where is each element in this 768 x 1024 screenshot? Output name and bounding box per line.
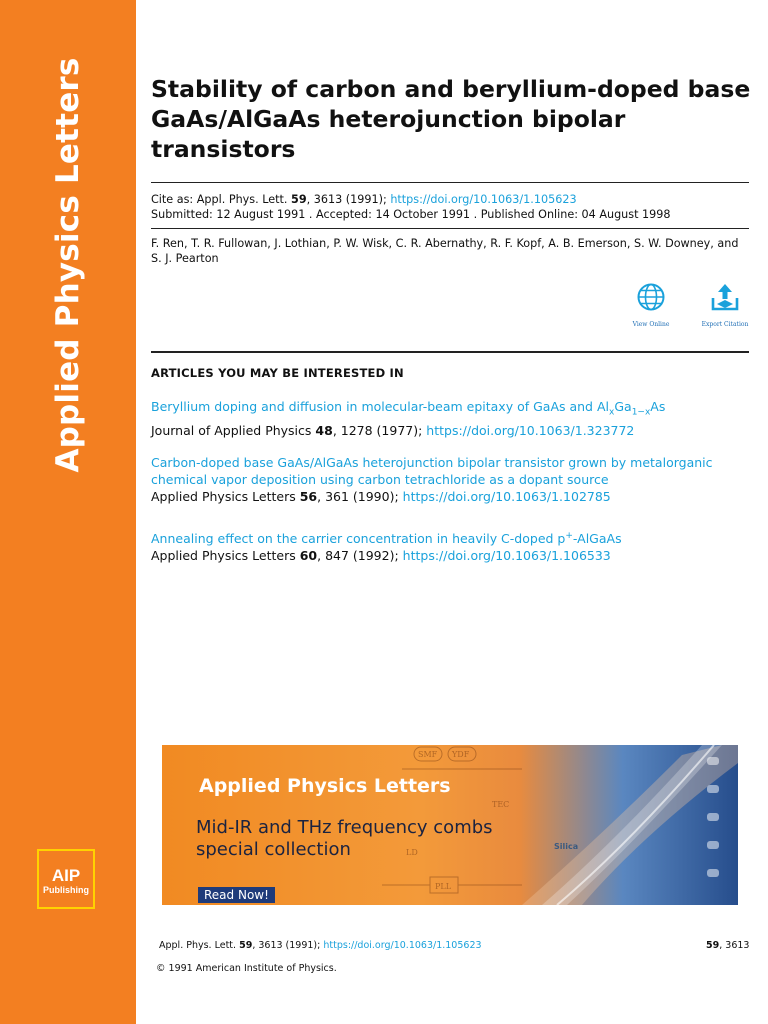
banner-subtitle: Mid-IR and THz frequency combs special collection xyxy=(196,817,493,860)
citation-rest: , 3613 (1991); xyxy=(306,193,387,206)
diagram-label-pll: PLL xyxy=(435,882,452,891)
journal-sidebar xyxy=(0,0,136,1024)
related-article-2 xyxy=(151,454,751,505)
related-article-1-title[interactable]: Beryllium doping and diffusion in molecular-beam epitaxy of GaAs and $Al_xGa_{1-x}As$ xyxy=(151,399,666,418)
related-article-3-title[interactable]: Annealing effect on the carrier concentration in heavily C-doped p+-AlGaAs xyxy=(151,531,622,547)
footer-citation: Appl. Phys. Lett. 59, 3613 (1991); https://doi.org/10.1063/1.105623 xyxy=(159,940,482,951)
author-list: F. Ren, T. R. Fullowan, J. Lothian, P. W. Wisk, C. R. Abernathy, R. F. Kopf, A. B. Emerson, S. W. Downey, and S. J. Pearton xyxy=(151,237,739,265)
related-article-3-doi[interactable]: https://doi.org/10.1063/1.106533 xyxy=(402,548,611,564)
related-articles-heading: ARTICLES YOU MAY BE INTERESTED IN xyxy=(151,366,404,380)
diagram-label-smf: SMF xyxy=(418,750,438,759)
related-article-1-doi[interactable]: https://doi.org/10.1063/1.323772 xyxy=(426,422,635,438)
article-doi-link[interactable]: https://doi.org/10.1063/1.105623 xyxy=(390,193,577,206)
related-article-3 xyxy=(151,528,751,564)
related-article-2-doi[interactable]: https://doi.org/10.1063/1.102785 xyxy=(402,489,611,504)
footer-page-number: 59, 3613 xyxy=(706,940,750,951)
logo-publishing-text: Publishing xyxy=(43,885,89,895)
publication-dates: Submitted: 12 August 1991 . Accepted: 14 October 1991 . Published Online: 04 August 1998 xyxy=(151,208,671,221)
diagram-label-ydf: YDF xyxy=(452,750,470,759)
footer-copyright: © 1991 American Institute of Physics. xyxy=(156,963,337,974)
diagram-label-ld: LD xyxy=(406,848,418,857)
globe-icon xyxy=(636,282,666,312)
divider-related xyxy=(151,351,749,353)
citation-prefix: Cite as: Appl. Phys. Lett. xyxy=(151,193,288,206)
article-title: Stability of carbon and beryllium-doped base GaAs/AlGaAs heterojunction bipolar transistors xyxy=(151,75,751,163)
related-article-3-ref: Applied Physics Letters 60, 847 (1992); https://doi.org/10.1063/1.106533 xyxy=(151,548,611,564)
export-citation-label: Export Citation xyxy=(701,321,749,328)
banner-journal-title: Applied Physics Letters xyxy=(199,775,451,797)
diagram-label-tec: TEC xyxy=(492,800,510,809)
related-article-2-ref: Applied Physics Letters 56, 361 (1990); https://doi.org/10.1063/1.102785 xyxy=(151,489,611,504)
read-now-button[interactable]: Read Now! xyxy=(198,887,275,903)
aip-publishing-logo[interactable] xyxy=(37,849,95,909)
logo-aip-text: AIP xyxy=(51,866,81,885)
divider-dates xyxy=(151,228,749,229)
related-article-1-ref: Journal of Applied Physics 48, 1278 (1977); https://doi.org/10.1063/1.323772 xyxy=(151,422,635,438)
promo-banner[interactable] xyxy=(162,745,738,905)
diagram-label-silica: Silica xyxy=(554,842,579,851)
footer-doi-link[interactable]: https://doi.org/10.1063/1.105623 xyxy=(323,940,482,951)
citation-volume: 59 xyxy=(291,193,307,206)
related-article-1 xyxy=(151,398,751,439)
citation-line xyxy=(151,192,577,207)
view-online-label: View Online xyxy=(632,321,670,328)
divider-top xyxy=(151,182,749,183)
view-online-button[interactable] xyxy=(626,282,676,328)
related-article-2-title[interactable]: Carbon-doped base GaAs/AlGaAs heterojunction bipolar transistor grown by metalorganic chemical vapor deposition using carbon tetrachloride as a dopant source xyxy=(151,455,713,487)
export-citation-button[interactable] xyxy=(698,282,752,328)
export-icon xyxy=(710,282,740,312)
sidebar-journal-title: Applied Physics Letters xyxy=(50,57,86,473)
